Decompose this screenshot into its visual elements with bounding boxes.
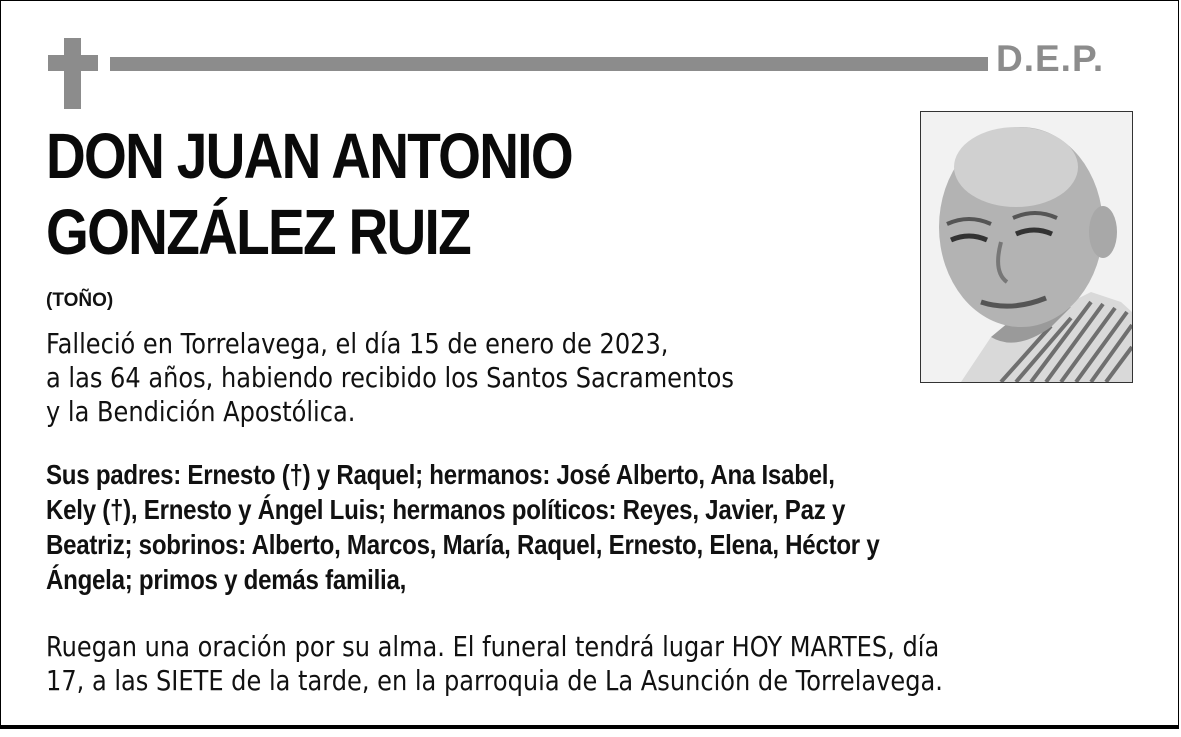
intro-line: Falleció en Torrelavega, el día 15 de enero de 2023,: [46, 327, 669, 360]
portrait-illustration: [921, 112, 1132, 382]
closing-line: Ruegan una oración por su alma. El funeral tendrá lugar HOY MARTES, día: [46, 630, 940, 663]
cross-icon-arm: [48, 55, 98, 71]
cross-icon: [64, 38, 81, 109]
deceased-name: [46, 118, 572, 270]
name-line-1: DON JUAN ANTONIO: [46, 120, 572, 192]
family-line: Beatriz; sobrinos: Alberto, Marcos, María, Raquel, Ernesto, Elena, Héctor y: [46, 529, 880, 560]
nickname: (TOÑO): [46, 290, 114, 311]
header-rule: [110, 57, 988, 71]
closing-line: 17, a las SIETE de la tarde, en la parroquia de La Asunción de Torrelavega.: [46, 664, 943, 697]
portrait-photo: [920, 111, 1133, 383]
family-line: Ángela; primos y demás familia,: [46, 564, 407, 595]
family-paragraph: [46, 457, 879, 597]
intro-line: y la Bendición Apostólica.: [46, 395, 356, 428]
family-line: Kely (†), Ernesto y Ángel Luis; hermanos políticos: Reyes, Javier, Paz y: [46, 494, 846, 525]
name-line-2: GONZÁLEZ RUIZ: [46, 196, 471, 268]
family-line: Sus padres: Ernesto (†) y Raquel; hermanos: José Alberto, Ana Isabel,: [46, 459, 835, 490]
intro-line: a las 64 años, habiendo recibido los Santos Sacramentos: [46, 361, 734, 394]
intro-paragraph: [46, 327, 734, 429]
dep-label: D.E.P.: [996, 38, 1105, 79]
closing-paragraph: [46, 630, 943, 698]
